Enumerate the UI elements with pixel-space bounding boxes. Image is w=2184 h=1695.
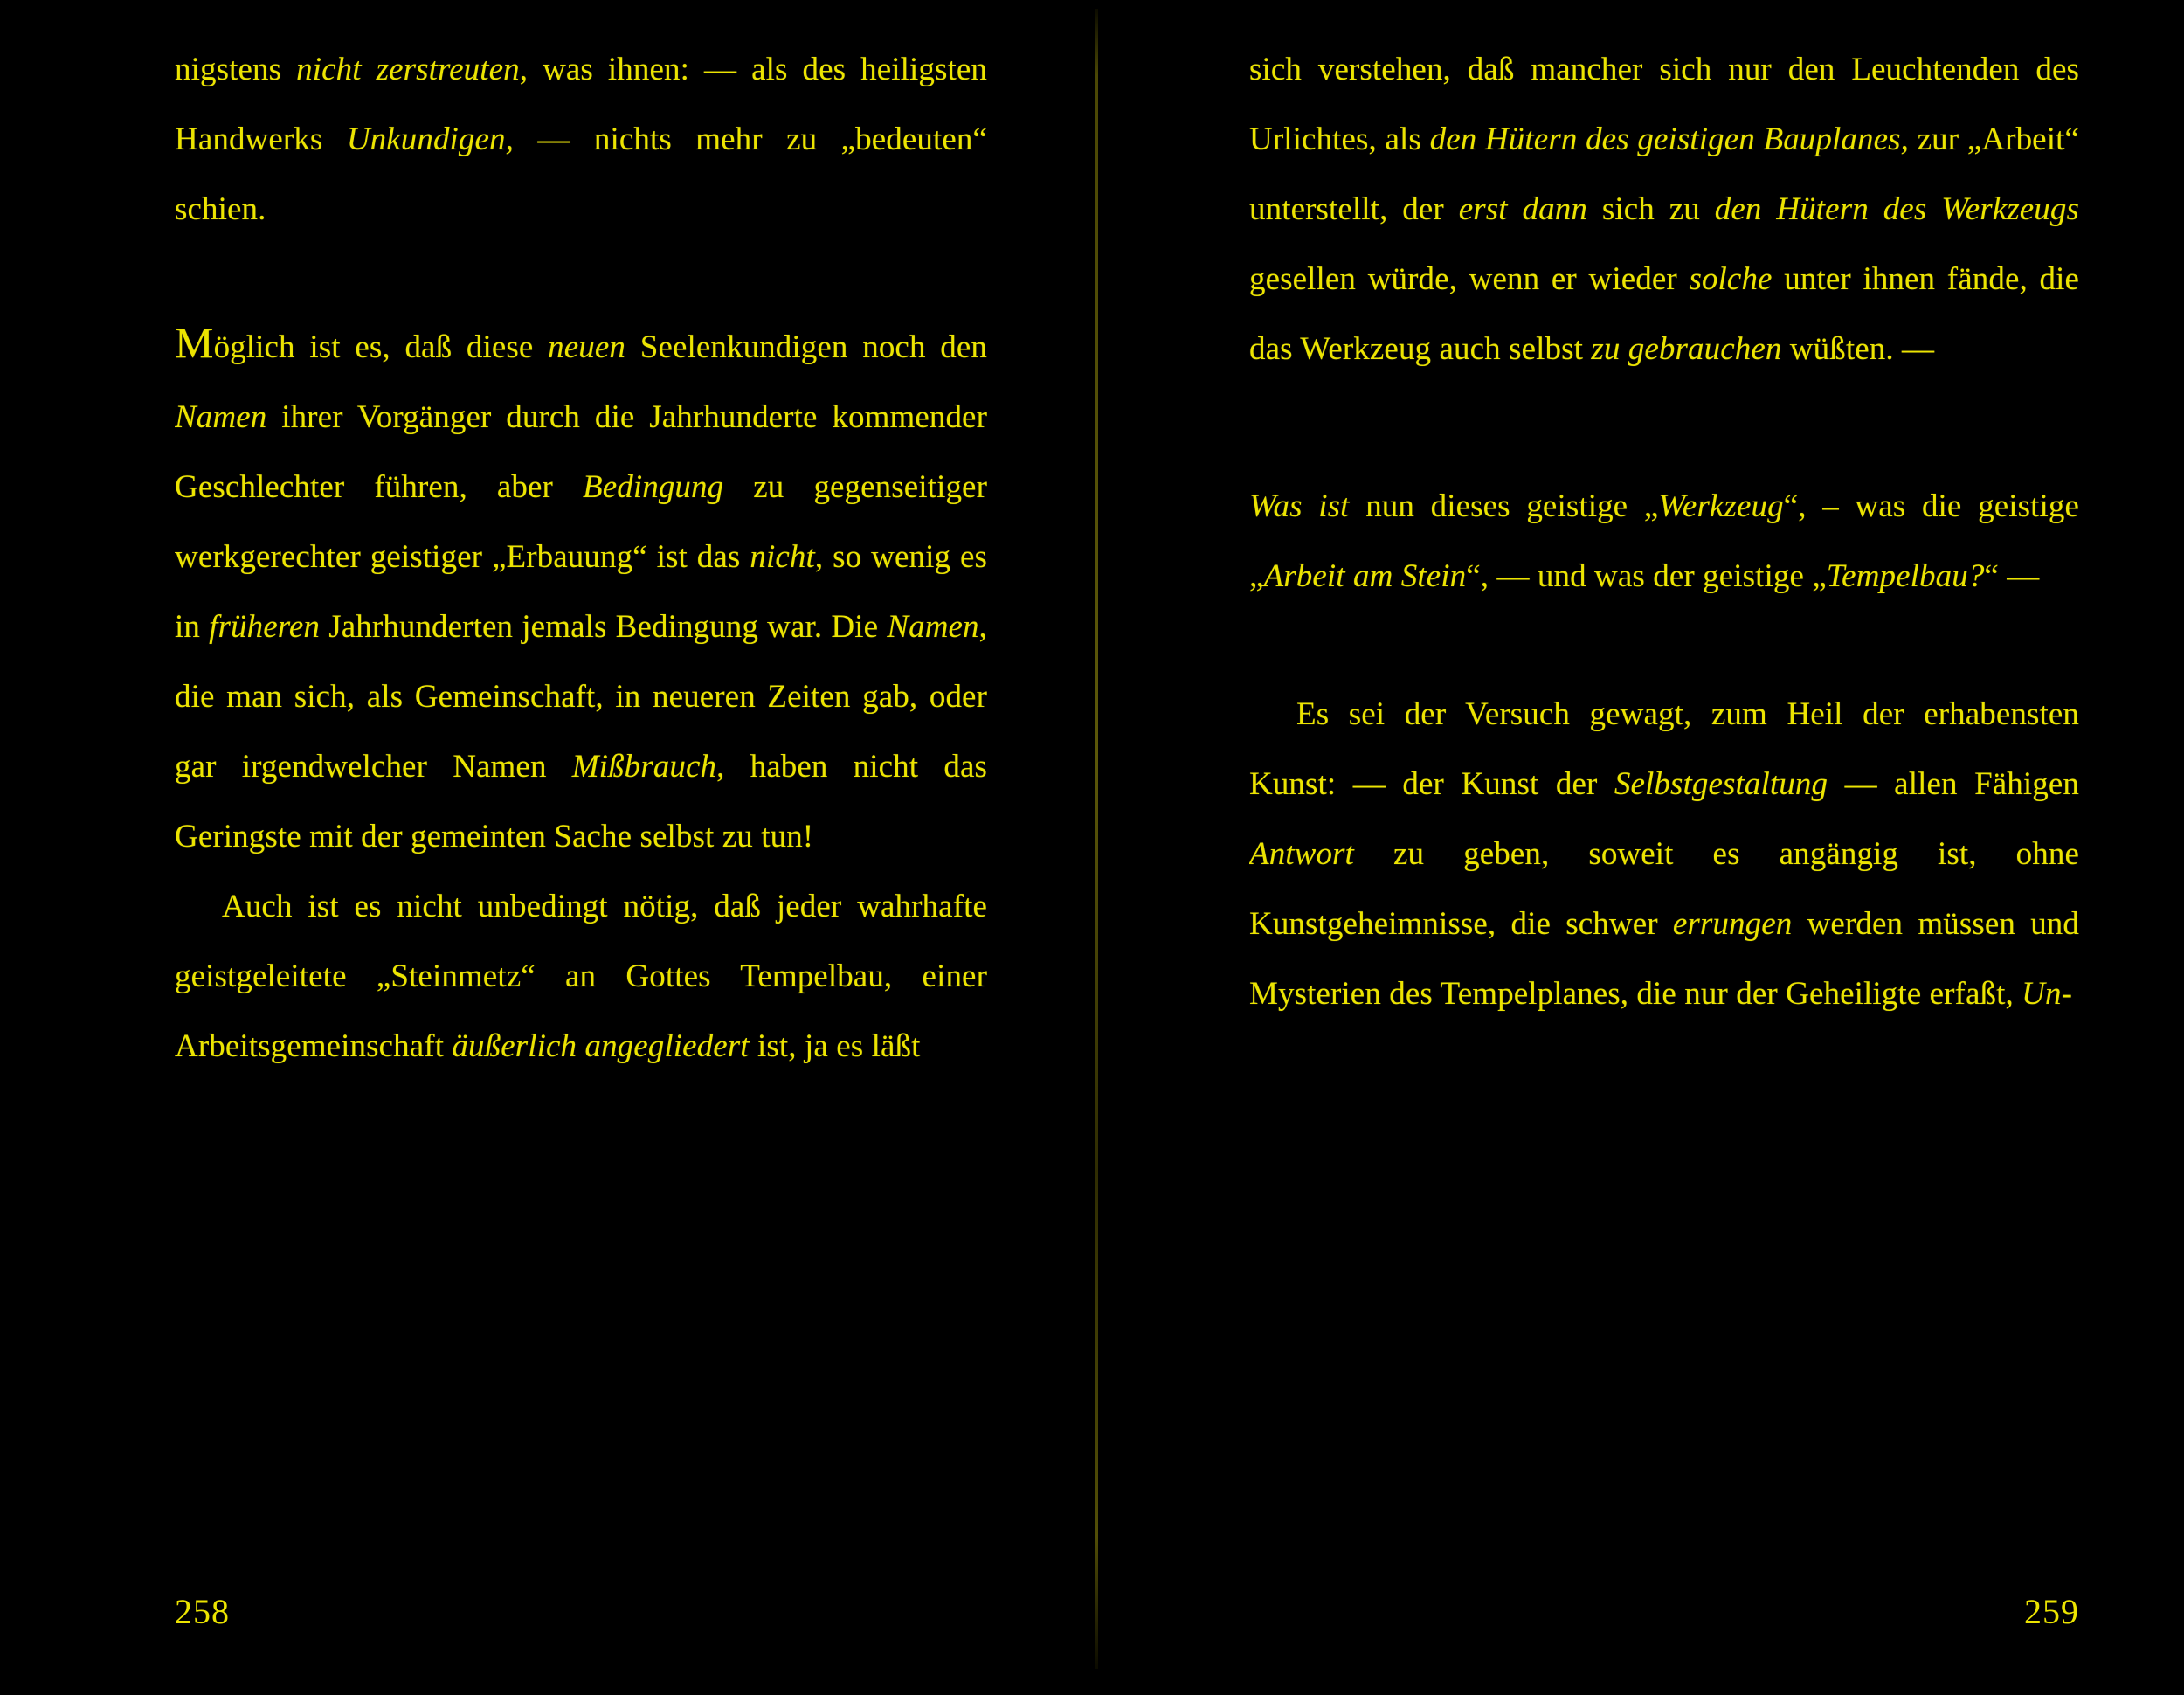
page-right (1092, 0, 2184, 1695)
page-number-right: 259 (2024, 1592, 2079, 1631)
page-number-left: 258 (175, 1592, 230, 1631)
paragraph: Auch ist es nicht unbedingt nötig, daß jeder wahrhafte geistgeleitete „Steinmetz“ an Gottes Tempelbau, einer Arbeitsgemeinschaft äußerlich angegliedert ist, ja es läßt (175, 889, 987, 1064)
paragraph: Möglich ist es, daß diese neuen Seelenkundigen noch den Namen ihrer Vorgänger durch die Jahrhunderte kommender Geschlechter führen, aber Bedingung zu gegenseitiger werkgerechter geistiger „Erbauung“ ist das nicht, so wenig es in früheren Jahrhunderten jemals Bedingung war. Die Namen, die man sich, als Gemeinschaft, in neueren Zeiten gab, oder gar irgendwelcher Namen Mißbrauch, haben nicht das Geringste mit der gemeinten Sache selbst zu tun! (175, 318, 987, 854)
text-column-right (1249, 35, 2079, 1512)
paragraph: nigstens nicht zerstreuten, was ihnen: — als des heiligsten Handwerks Unkundigen, — nichts mehr zu „bedeuten“ schien. (175, 52, 987, 227)
paragraph: sich verstehen, daß mancher sich nur den Leuchtenden des Urlichtes, als den Hütern des geistigen Bauplanes, zur „Arbeit“ unterstellt, der erst dann sich zu den Hütern des Werkzeugs gesellen würde, wenn er wieder solche unter ihnen fände, die das Werkzeug auch selbst zu gebrauchen wüßten. — (1249, 52, 2079, 367)
text-column-left (175, 35, 987, 1512)
paragraph: Was ist nun dieses geistige „Werkzeug“, – was die geistige „Arbeit am Stein“, — und was der geistige „Tempelbau?“ — (1249, 488, 2079, 594)
paragraph: Es sei der Versuch gewagt, zum Heil der erhabensten Kunst: — der Kunst der Selbstgestaltung — allen Fähigen Antwort zu geben, soweit es angängig ist, ohne Kunstgeheimnisse, die schwer errungen werden müssen und Mysterien des Tempelplanes, die nur der Geheiligte erfaßt, Un- (1249, 696, 2079, 1012)
scan-shadow (1092, 0, 1206, 1695)
